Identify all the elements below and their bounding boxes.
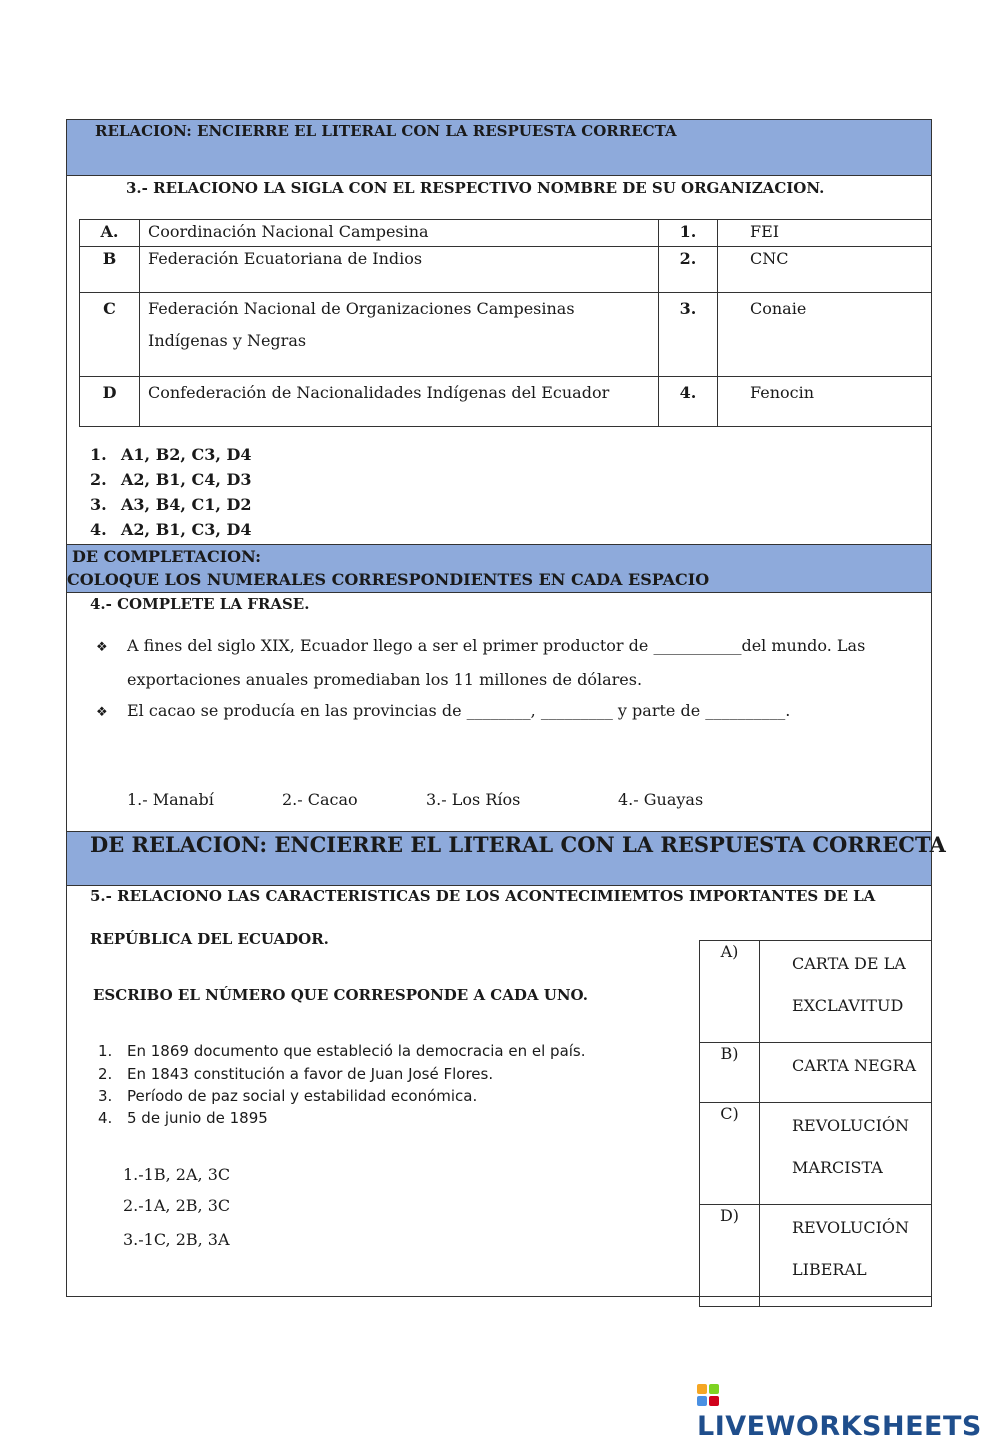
row-letter: B: [80, 247, 140, 293]
section4-question: 4.- COMPLETE LA FRASE.: [90, 595, 310, 613]
word-option-3: 3.- Los Ríos: [426, 790, 521, 809]
row-letter: C: [80, 293, 140, 377]
fill-sentence-2: [96, 695, 896, 729]
diamond-bullet-icon: ❖: [96, 705, 108, 720]
table-row: [700, 941, 932, 1043]
event-name: REVOLUCIÓN LIBERAL: [760, 1205, 932, 1307]
diamond-bullet-icon: ❖: [96, 640, 108, 655]
table-row: [80, 377, 932, 427]
org-name: Coordinación Nacional Campesina: [140, 220, 659, 247]
event-letter: D): [700, 1205, 760, 1307]
section3-question: 3.- RELACIONO LA SIGLA CON EL RESPECTIVO NOMBRE DE SU ORGANIZACION.: [126, 179, 825, 197]
option-2[interactable]: 2. A2, B1, C4, D3: [90, 470, 252, 489]
section4-header-line2: COLOQUE LOS NUMERALES CORRESPONDIENTES EN CADA ESPACIO: [67, 570, 710, 589]
list-item: 2. En 1843 constitución a favor de Juan José Flores.: [98, 1065, 494, 1083]
event-name: CARTA NEGRA: [760, 1043, 932, 1103]
events-table: [699, 940, 932, 1307]
section5-question-line1: 5.- RELACIONO LAS CARACTERISTICAS DE LOS ACONTECIMIEMTOS IMPORTANTES DE LA: [90, 887, 876, 905]
org-acronym: FEI: [718, 220, 932, 247]
org-name: Confederación de Nacionalidades Indígenas del Ecuador: [140, 377, 659, 427]
row-number: 1.: [659, 220, 718, 247]
section5-instruction: ESCRIBO EL NÚMERO QUE CORRESPONDE A CADA UNO.: [93, 986, 588, 1004]
org-acronym: CNC: [718, 247, 932, 293]
org-acronym: Conaie: [718, 293, 932, 377]
section3-header: RELACION: ENCIERRE EL LITERAL CON LA RESPUESTA CORRECTA: [95, 122, 677, 140]
table-row: [700, 1103, 932, 1205]
row-letter: A.: [80, 220, 140, 247]
event-name: REVOLUCIÓN MARCISTA: [760, 1103, 932, 1205]
row-number: 4.: [659, 377, 718, 427]
org-name: Federación Nacional de Organizaciones Campesinas Indígenas y Negras: [140, 293, 659, 377]
event-letter: B): [700, 1043, 760, 1103]
liveworksheets-logo: [697, 1380, 1000, 1442]
list-item: 4. 5 de junio de 1895: [98, 1109, 268, 1127]
option-4[interactable]: 4. A2, B1, C3, D4: [90, 520, 252, 539]
event-letter: C): [700, 1103, 760, 1205]
option-3[interactable]: 3. A3, B4, C1, D2: [90, 495, 252, 514]
logo-text: LIVEWORKSHEETS: [697, 1411, 982, 1442]
answer-option-3[interactable]: 3.-1C, 2B, 3A: [123, 1230, 230, 1249]
sentence-1-line2: exportaciones anuales promediaban los 11 millones de dólares.: [127, 670, 643, 689]
row-number: 2.: [659, 247, 718, 293]
answer-option-2[interactable]: 2.-1A, 2B, 3C: [123, 1196, 231, 1215]
option-1[interactable]: 1. A1, B2, C3, D4: [90, 445, 252, 464]
liveworksheets-logo-icon: [697, 1384, 719, 1406]
section4-header-line1: DE COMPLETACION:: [72, 547, 262, 566]
sentence-1-line1[interactable]: A fines del siglo XIX, Ecuador llego a ser el primer productor de ___________del mundo. Las: [127, 636, 866, 655]
word-option-4: 4.- Guayas: [618, 790, 704, 809]
table-row: [80, 293, 932, 377]
row-letter: D: [80, 377, 140, 427]
section5-header: DE RELACION: ENCIERRE EL LITERAL CON LA RESPUESTA CORRECTA: [90, 832, 946, 857]
org-acronym: Fenocin: [718, 377, 932, 427]
list-item: 3. Período de paz social y estabilidad económica.: [98, 1087, 478, 1105]
answer-option-1[interactable]: 1.-1B, 2A, 3C: [123, 1165, 231, 1184]
row-number: 3.: [659, 293, 718, 377]
table-row: [700, 1205, 932, 1307]
org-name: Federación Ecuatoriana de Indios: [140, 247, 659, 293]
table-row: [80, 247, 932, 293]
fill-sentence-1: [96, 630, 896, 696]
sentence-2[interactable]: El cacao se producía en las provincias de ________, _________ y parte de __________.: [127, 701, 791, 720]
event-name: CARTA DE LA EXCLAVITUD: [760, 941, 932, 1043]
word-option-2: 2.- Cacao: [282, 790, 358, 809]
list-item: 1. En 1869 documento que estableció la democracia en el país.: [98, 1042, 586, 1060]
section5-question-line2: REPÚBLICA DEL ECUADOR.: [90, 930, 329, 948]
event-letter: A): [700, 941, 760, 1043]
table-row: [80, 220, 932, 247]
table-row: [700, 1043, 932, 1103]
word-option-1: 1.- Manabí: [127, 790, 214, 809]
organizations-table: [79, 219, 932, 427]
